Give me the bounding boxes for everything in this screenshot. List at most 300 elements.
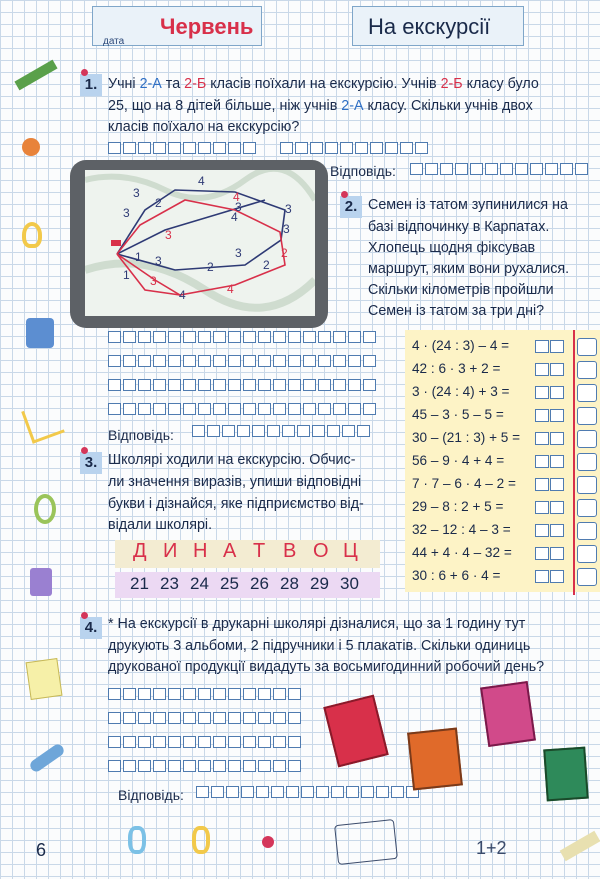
answer-cell[interactable]: [295, 142, 308, 154]
expression: 45 – 3 · 5 – 5 =: [412, 407, 504, 422]
answer-cell[interactable]: [363, 331, 376, 343]
answer-cell[interactable]: [196, 786, 209, 798]
answer-cell[interactable]: [348, 403, 361, 415]
answer-cell[interactable]: [258, 379, 271, 391]
task3-line: букви і дізнайся, яке підприємство від-: [108, 496, 364, 512]
answer-cell[interactable]: [325, 142, 338, 154]
answer-cell[interactable]: [213, 403, 226, 415]
answer-cell[interactable]: [183, 355, 196, 367]
answer-cell[interactable]: [331, 786, 344, 798]
answer-cell[interactable]: [280, 142, 293, 154]
answer-cell[interactable]: [243, 712, 256, 724]
answer-cell[interactable]: [385, 142, 398, 154]
answer-cell[interactable]: [213, 142, 226, 154]
answer-cell[interactable]: [348, 379, 361, 391]
answer-cell[interactable]: [213, 688, 226, 700]
pin-icon: [262, 836, 274, 848]
map-label: 1: [123, 268, 130, 282]
result-cell[interactable]: [535, 455, 549, 468]
answer-cell[interactable]: [228, 760, 241, 772]
answer-cell[interactable]: [346, 786, 359, 798]
letter-cell[interactable]: [577, 384, 597, 402]
answer-cell[interactable]: [273, 331, 286, 343]
answer-cell[interactable]: [288, 379, 301, 391]
answer-cell[interactable]: [258, 331, 271, 343]
route-map-svg: [85, 170, 315, 316]
answer-cell[interactable]: [168, 403, 181, 415]
expression: 30 : 6 + 6 · 4 =: [412, 568, 501, 583]
answer-cell[interactable]: [286, 786, 299, 798]
answer-cell[interactable]: [273, 403, 286, 415]
answer-cell[interactable]: [415, 142, 428, 154]
answer-cell[interactable]: [123, 688, 136, 700]
answer-cell[interactable]: [123, 712, 136, 724]
answer-cell[interactable]: [183, 403, 196, 415]
task1-calc-cells-right[interactable]: [280, 142, 430, 154]
book-icon: [323, 695, 388, 768]
answer-cell[interactable]: [258, 355, 271, 367]
answer-cell[interactable]: [108, 712, 121, 724]
code-number: 29: [310, 574, 329, 593]
map-label: 1: [135, 250, 142, 264]
result-cell[interactable]: [550, 340, 564, 353]
answer-cell[interactable]: [303, 355, 316, 367]
answer-cell[interactable]: [258, 712, 271, 724]
answer-cell[interactable]: [138, 688, 151, 700]
answer-cell[interactable]: [318, 403, 331, 415]
map-label: 2: [263, 258, 270, 272]
task2-calc-cells[interactable]: [108, 403, 378, 415]
answer-cell[interactable]: [123, 736, 136, 748]
result-cell[interactable]: [535, 501, 549, 514]
house-icon: [111, 240, 121, 246]
answer-cell[interactable]: [258, 736, 271, 748]
result-cell[interactable]: [535, 547, 549, 560]
answer-cell[interactable]: [138, 403, 151, 415]
book-icon: [543, 747, 589, 802]
result-cell[interactable]: [535, 386, 549, 399]
answer-cell[interactable]: [243, 403, 256, 415]
letter-cell[interactable]: [577, 522, 597, 540]
map-label: 3: [133, 186, 140, 200]
answer-cell[interactable]: [228, 403, 241, 415]
answer-cell[interactable]: [228, 331, 241, 343]
answer-cell[interactable]: [271, 786, 284, 798]
result-cell[interactable]: [550, 501, 564, 514]
answer-cell[interactable]: [425, 163, 438, 175]
answer-cell[interactable]: [348, 355, 361, 367]
map-label: 3: [283, 222, 290, 236]
answer-cell[interactable]: [153, 712, 166, 724]
answer-cell[interactable]: [198, 331, 211, 343]
answer-cell[interactable]: [211, 786, 224, 798]
digit-doodle: [22, 222, 42, 248]
answer-cell[interactable]: [243, 142, 256, 154]
map-label: 3: [235, 200, 242, 214]
answer-cell[interactable]: [560, 163, 573, 175]
glue-icon: [28, 742, 66, 774]
answer-cell[interactable]: [243, 331, 256, 343]
result-cell[interactable]: [550, 386, 564, 399]
code-number: 28: [280, 574, 299, 593]
answer-cell[interactable]: [213, 379, 226, 391]
topic-title: На екскурсії: [368, 14, 491, 39]
task4-line2: друкують 3 альбоми, 2 підручники і 5 плакатів. Скільки одиниць: [108, 638, 531, 654]
answer-cell[interactable]: [282, 425, 295, 437]
answer-cell[interactable]: [237, 425, 250, 437]
answer-cell[interactable]: [108, 331, 121, 343]
task2-line: маршрут, яким вони рухалися.: [368, 261, 570, 277]
task4-answer-label: Відповідь:: [118, 787, 184, 803]
apple-icon: [22, 138, 40, 156]
task3-line: Школярі ходили на екскурсію. Обчис-: [108, 452, 356, 468]
answer-cell[interactable]: [391, 786, 404, 798]
answer-cell[interactable]: [108, 403, 121, 415]
answer-cell[interactable]: [575, 163, 588, 175]
answer-cell[interactable]: [355, 142, 368, 154]
answer-cell[interactable]: [198, 142, 211, 154]
code-letter: А: [223, 540, 237, 562]
answer-cell[interactable]: [333, 355, 346, 367]
answer-cell[interactable]: [213, 331, 226, 343]
answer-cell[interactable]: [333, 379, 346, 391]
answer-cell[interactable]: [333, 331, 346, 343]
digit-doodle: [34, 494, 56, 524]
notebook-icon: [26, 658, 63, 700]
pencils-icon: [26, 318, 54, 348]
map-label: 2: [207, 260, 214, 274]
answer-cell[interactable]: [288, 355, 301, 367]
answer-cell[interactable]: [258, 403, 271, 415]
expression: 3 · (24 : 4) + 3 =: [412, 384, 510, 399]
answer-cell[interactable]: [213, 736, 226, 748]
expression: 4 · (24 : 3) – 4 =: [412, 338, 510, 353]
answer-cell[interactable]: [108, 142, 121, 154]
answer-cell[interactable]: [213, 355, 226, 367]
expression: 7 · 7 – 6 · 4 – 2 =: [412, 476, 516, 491]
answer-cell[interactable]: [153, 331, 166, 343]
code-number: 23: [160, 574, 179, 593]
answer-cell[interactable]: [198, 712, 211, 724]
answer-cell[interactable]: [288, 712, 301, 724]
map-label: 4: [227, 282, 234, 296]
answer-cell[interactable]: [168, 355, 181, 367]
answer-cell[interactable]: [267, 425, 280, 437]
answer-cell[interactable]: [440, 163, 453, 175]
letter-cell[interactable]: [577, 407, 597, 425]
task3-line: ли значення виразів, упиши відповідні: [108, 474, 362, 490]
letter-cell[interactable]: [577, 338, 597, 356]
answer-cell[interactable]: [258, 760, 271, 772]
task-number-4: 4.: [80, 617, 102, 639]
answer-cell[interactable]: [153, 760, 166, 772]
answer-cell[interactable]: [123, 379, 136, 391]
map-label: 3: [150, 274, 157, 288]
answer-cell[interactable]: [108, 736, 121, 748]
page-number: 6: [36, 840, 47, 860]
answer-cell[interactable]: [123, 355, 136, 367]
digit-doodle: [128, 826, 146, 854]
answer-cell[interactable]: [273, 379, 286, 391]
result-cell[interactable]: [535, 340, 549, 353]
answer-cell[interactable]: [273, 712, 286, 724]
task2-answer-cells[interactable]: [192, 425, 372, 437]
answer-cell[interactable]: [183, 142, 196, 154]
task1-answer-cells[interactable]: [410, 163, 590, 175]
answer-cell[interactable]: [400, 142, 413, 154]
answer-cell[interactable]: [168, 142, 181, 154]
answer-cell[interactable]: [108, 688, 121, 700]
task-number-2: 2.: [340, 196, 362, 218]
answer-cell[interactable]: [168, 331, 181, 343]
answer-cell[interactable]: [243, 355, 256, 367]
answer-cell[interactable]: [168, 760, 181, 772]
letter-cell[interactable]: [577, 568, 597, 586]
answer-cell[interactable]: [228, 355, 241, 367]
answer-cell[interactable]: [363, 355, 376, 367]
answer-cell[interactable]: [455, 163, 468, 175]
answer-cell[interactable]: [410, 163, 423, 175]
code-letter: Д: [133, 540, 147, 562]
answer-cell[interactable]: [207, 425, 220, 437]
answer-cell[interactable]: [340, 142, 353, 154]
answer-cell[interactable]: [273, 355, 286, 367]
answer-cell[interactable]: [485, 163, 498, 175]
code-letter: И: [163, 540, 178, 562]
expression: 29 – 8 : 2 + 5 =: [412, 499, 504, 514]
letter-cell[interactable]: [577, 361, 597, 379]
answer-cell[interactable]: [316, 786, 329, 798]
answer-cell[interactable]: [545, 163, 558, 175]
task-number-3: 3.: [80, 452, 102, 474]
task4-calc-cells[interactable]: [108, 712, 303, 724]
expression: 32 – 12 : 4 – 3 =: [412, 522, 511, 537]
task4-answer-cells[interactable]: [196, 786, 421, 798]
answer-cell[interactable]: [198, 403, 211, 415]
answer-cell[interactable]: [123, 760, 136, 772]
result-cell[interactable]: [535, 524, 549, 537]
answer-cell[interactable]: [228, 379, 241, 391]
answer-cell[interactable]: [370, 142, 383, 154]
answer-cell[interactable]: [252, 425, 265, 437]
answer-cell[interactable]: [273, 736, 286, 748]
result-cell[interactable]: [550, 524, 564, 537]
task2-line: базі відпочинку в Карпатах.: [368, 219, 550, 235]
answer-cell[interactable]: [198, 379, 211, 391]
result-cell[interactable]: [535, 570, 549, 583]
answer-cell[interactable]: [168, 688, 181, 700]
answer-cell[interactable]: [153, 355, 166, 367]
letter-cell[interactable]: [577, 430, 597, 448]
answer-cell[interactable]: [138, 331, 151, 343]
ruler-icon: [560, 831, 600, 861]
task-number-1: 1.: [80, 74, 102, 96]
answer-cell[interactable]: [153, 403, 166, 415]
result-cell[interactable]: [550, 478, 564, 491]
answer-cell[interactable]: [192, 425, 205, 437]
answer-cell[interactable]: [258, 688, 271, 700]
answer-cell[interactable]: [243, 736, 256, 748]
answer-cell[interactable]: [363, 379, 376, 391]
answer-cell[interactable]: [228, 688, 241, 700]
answer-cell[interactable]: [500, 163, 513, 175]
answer-cell[interactable]: [318, 379, 331, 391]
answer-cell[interactable]: [357, 425, 370, 437]
answer-cell[interactable]: [198, 736, 211, 748]
result-cell[interactable]: [550, 455, 564, 468]
task2-line: Семен із татом за три дні?: [368, 303, 545, 319]
result-cell[interactable]: [550, 570, 564, 583]
code-letter: Н: [193, 540, 208, 562]
answer-cell[interactable]: [198, 355, 211, 367]
answer-cell[interactable]: [342, 425, 355, 437]
answer-cell[interactable]: [241, 786, 254, 798]
letter-cell[interactable]: [577, 476, 597, 494]
answer-cell[interactable]: [297, 425, 310, 437]
answer-cell[interactable]: [183, 379, 196, 391]
answer-cell[interactable]: [123, 403, 136, 415]
code-letter: Ц: [343, 540, 358, 562]
answer-cell[interactable]: [515, 163, 528, 175]
code-letter: О: [313, 540, 329, 562]
answer-cell[interactable]: [303, 331, 316, 343]
footer-doodle-text: 1+2: [476, 838, 507, 858]
answer-cell[interactable]: [183, 688, 196, 700]
answer-cell[interactable]: [183, 760, 196, 772]
map-label: 3: [165, 228, 172, 242]
answer-cell[interactable]: [303, 403, 316, 415]
date-label: дата: [103, 36, 125, 47]
answer-cell[interactable]: [198, 688, 211, 700]
answer-cell[interactable]: [288, 331, 301, 343]
answer-cell[interactable]: [301, 786, 314, 798]
answer-cell[interactable]: [123, 142, 136, 154]
answer-cell[interactable]: [228, 142, 241, 154]
answer-cell[interactable]: [327, 425, 340, 437]
answer-cell[interactable]: [273, 760, 286, 772]
answer-cell[interactable]: [213, 760, 226, 772]
answer-cell[interactable]: [123, 331, 136, 343]
answer-cell[interactable]: [183, 736, 196, 748]
expression: 42 : 6 · 3 + 2 =: [412, 361, 501, 376]
code-letter: Т: [253, 540, 266, 562]
answer-cell[interactable]: [318, 355, 331, 367]
result-cell[interactable]: [535, 363, 549, 376]
task2-calc-cells[interactable]: [108, 331, 378, 343]
answer-cell[interactable]: [303, 379, 316, 391]
answer-cell[interactable]: [288, 403, 301, 415]
answer-cell[interactable]: [228, 736, 241, 748]
answer-cell[interactable]: [138, 736, 151, 748]
answer-cell[interactable]: [108, 760, 121, 772]
answer-cell[interactable]: [168, 712, 181, 724]
answer-cell[interactable]: [288, 736, 301, 748]
answer-cell[interactable]: [226, 786, 239, 798]
answer-cell[interactable]: [243, 760, 256, 772]
letter-cell[interactable]: [577, 499, 597, 517]
map-label: 2: [155, 196, 162, 210]
answer-cell[interactable]: [183, 712, 196, 724]
task2-line: Семен із татом зупинилися на: [368, 197, 568, 213]
ruler-icon: [14, 60, 57, 91]
answer-cell[interactable]: [273, 688, 286, 700]
answer-cell[interactable]: [138, 142, 151, 154]
answer-cell[interactable]: [153, 142, 166, 154]
answer-cell[interactable]: [138, 355, 151, 367]
letter-cell[interactable]: [577, 453, 597, 471]
answer-cell[interactable]: [183, 331, 196, 343]
answer-cell[interactable]: [222, 425, 235, 437]
result-cell[interactable]: [535, 478, 549, 491]
open-book-icon: [334, 819, 398, 865]
task4-calc-cells[interactable]: [108, 736, 303, 748]
answer-cell[interactable]: [198, 760, 211, 772]
answer-cell[interactable]: [530, 163, 543, 175]
answer-cell[interactable]: [108, 355, 121, 367]
answer-cell[interactable]: [333, 403, 346, 415]
answer-cell[interactable]: [138, 760, 151, 772]
result-cell[interactable]: [550, 432, 564, 445]
code-number: 25: [220, 574, 239, 593]
answer-cell[interactable]: [153, 379, 166, 391]
task1-answer-label: Відповідь:: [330, 163, 396, 179]
task4-line3: друкованої продукції видадуть за восьмигодинний робочий день?: [108, 659, 545, 675]
result-cell[interactable]: [550, 547, 564, 560]
code-number: 24: [190, 574, 209, 593]
result-cell[interactable]: [550, 363, 564, 376]
answer-cell[interactable]: [318, 331, 331, 343]
answer-cell[interactable]: [310, 142, 323, 154]
task4-calc-cells[interactable]: [108, 760, 303, 772]
answer-cell[interactable]: [288, 688, 301, 700]
answer-cell[interactable]: [376, 786, 389, 798]
answer-cell[interactable]: [256, 786, 269, 798]
answer-cell[interactable]: [168, 379, 181, 391]
answer-cell[interactable]: [288, 760, 301, 772]
map-label: 3: [155, 254, 162, 268]
answer-cell[interactable]: [153, 688, 166, 700]
answer-cell[interactable]: [243, 379, 256, 391]
task2-calc-cells[interactable]: [108, 379, 378, 391]
answer-cell[interactable]: [153, 736, 166, 748]
calculator-icon: [30, 568, 52, 596]
result-cell[interactable]: [535, 432, 549, 445]
answer-cell[interactable]: [138, 712, 151, 724]
answer-cell[interactable]: [470, 163, 483, 175]
answer-cell[interactable]: [361, 786, 374, 798]
letter-cell[interactable]: [577, 545, 597, 563]
answer-cell[interactable]: [168, 736, 181, 748]
task2-calc-cells[interactable]: [108, 355, 378, 367]
answer-cell[interactable]: [243, 688, 256, 700]
task4-calc-cells[interactable]: [108, 688, 303, 700]
result-cell[interactable]: [535, 409, 549, 422]
answer-cell[interactable]: [138, 379, 151, 391]
task1-line2: 25, що на 8 дітей більше, ніж учнів 2-А класу. Скільки учнів двох: [108, 98, 533, 114]
code-number: 26: [250, 574, 269, 593]
map-label: 3: [235, 246, 242, 260]
answer-cell[interactable]: [213, 712, 226, 724]
code-letter: В: [283, 540, 297, 562]
answer-cell[interactable]: [348, 331, 361, 343]
answer-cell[interactable]: [108, 379, 121, 391]
task1-calc-cells-left[interactable]: [108, 142, 258, 154]
answer-cell[interactable]: [312, 425, 325, 437]
result-cell[interactable]: [550, 409, 564, 422]
answer-cell[interactable]: [363, 403, 376, 415]
answer-cell[interactable]: [228, 712, 241, 724]
margin-line: [573, 330, 575, 595]
